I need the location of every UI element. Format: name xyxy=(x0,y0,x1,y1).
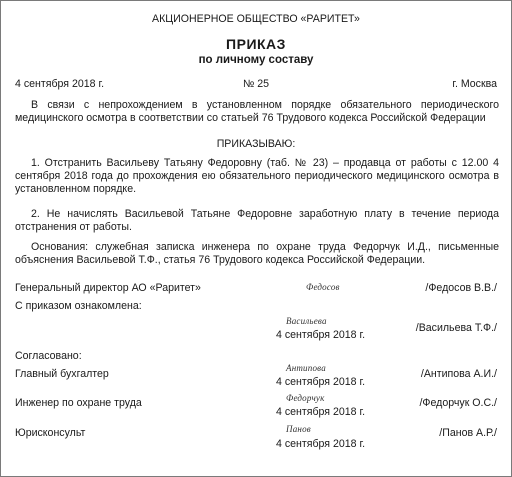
agreed-name: /Антипова А.И./ xyxy=(420,368,497,380)
order-keyword: ПРИКАЗЫВАЮ: xyxy=(216,138,296,150)
acquainted-date: 4 сентября 2018 г. xyxy=(276,329,366,341)
agreed-position: Юрисконсульт xyxy=(15,427,86,439)
order-date: 4 сентября 2018 г. xyxy=(15,78,105,90)
director-signature: Федосов xyxy=(306,282,340,292)
agreed-label: Согласовано: xyxy=(15,350,82,362)
document-title: ПРИКАЗ xyxy=(226,36,286,52)
agreed-signature: Антипова xyxy=(286,363,326,373)
order-item-2: 2. Не начислять Васильевой Татьяне Федоровне заработную плату в течение периода отстранения от работы. xyxy=(15,208,499,233)
agreed-signature: Федорчук xyxy=(286,393,325,403)
agreed-name: /Федорчук О.С./ xyxy=(419,397,497,409)
director-position: Генеральный директор АО «Раритет» xyxy=(15,282,201,294)
agreed-position: Инженер по охране труда xyxy=(15,397,142,409)
document-subtitle: по личному составу xyxy=(198,54,314,66)
acquainted-signature: Васильева xyxy=(286,316,327,326)
director-name: /Федосов В.В./ xyxy=(425,282,497,294)
agreed-name: /Панов А.Р./ xyxy=(439,427,497,439)
agreed-position: Главный бухгалтер xyxy=(15,368,109,380)
basis-paragraph: Основания: служебная записка инженера по охране труда Федорчук И.Д., письменные объяснения Васильевой Т.Ф., статья 76 Трудового кодекса Российской Федерации. xyxy=(15,241,499,266)
order-number: № 25 xyxy=(242,78,270,90)
order-city: г. Москва xyxy=(452,78,497,90)
order-item-1: 1. Отстранить Васильеву Татьяну Федоровну (таб. № 23) – продавца от работы с 12.00 4 сентября 2018 года до прохождения ею обязательного периодического медицинского осмотра в установленном порядке. xyxy=(15,157,499,195)
company-name: АКЦИОНЕРНОЕ ОБЩЕСТВО «РАРИТЕТ» xyxy=(152,13,360,25)
agreed-date: 4 сентября 2018 г. xyxy=(276,406,366,418)
agreed-date: 4 сентября 2018 г. xyxy=(276,376,366,388)
agreed-date: 4 сентября 2018 г. xyxy=(276,438,366,450)
intro-paragraph: В связи с непрохождением в установленном порядке обязательного периодического медицинского осмотра в соответствии со статьей 76 Трудового кодекса Российской Федерации xyxy=(15,99,499,124)
agreed-signature: Панов xyxy=(286,424,311,434)
acquainted-name: /Васильева Т.Ф./ xyxy=(415,322,497,334)
acquainted-label: С приказом ознакомлена: xyxy=(15,300,142,312)
